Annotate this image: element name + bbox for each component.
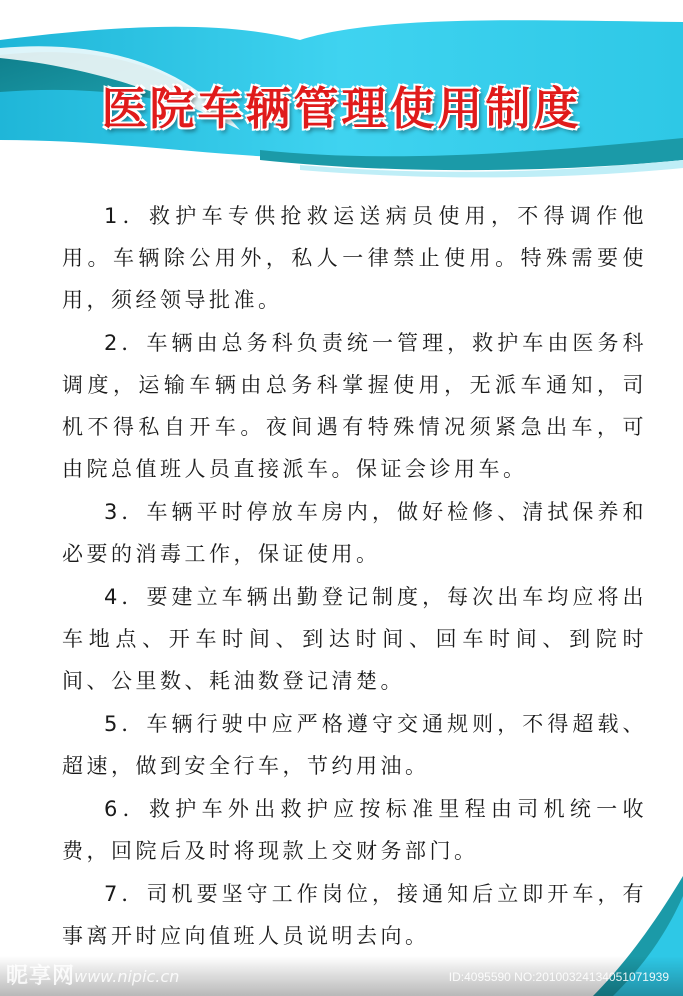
rule-item-6: 6．救护车外出救护应按标准里程由司机统一收费，回院后及时将现款上交财务部门。	[62, 797, 647, 863]
watermark-bar	[0, 956, 683, 996]
watermark-id: ID:4095590 NO:20100324134051071939	[448, 970, 669, 984]
rule-item-7: 7．司机要坚守工作岗位，接通知后立即开车，有事离开时应向值班人员说明去向。	[62, 882, 647, 948]
rule-item-2: 2．车辆由总务科负责统一管理，救护车由医务科调度，运输车辆由总务科掌握使用，无派车通知，司机不得私自开车。夜间遇有特殊情况须紧急出车，可由院总值班人员直接派车。保证会诊用车。	[62, 331, 647, 481]
rule-item-5: 5．车辆行驶中应严格遵守交通规则，不得超载、超速，做到安全行车，节约用油。	[62, 712, 647, 778]
rule-item-3: 3．车辆平时停放车房内，做好检修、清拭保养和必要的消毒工作，保证使用。	[62, 500, 647, 566]
watermark-url: www.nipic.cn	[74, 967, 180, 986]
watermark-logo: 昵享网	[6, 964, 76, 989]
rules-list	[62, 195, 647, 958]
rule-item-1: 1．救护车专供抢救运送病员使用，不得调作他用。车辆除公用外，私人一律禁止使用。特殊需要使用，须经领导批准。	[62, 204, 647, 312]
rule-item-4: 4．要建立车辆出勤登记制度，每次出车均应将出车地点、开车时间、到达时间、回车时间、到院时间、公里数、耗油数登记清楚。	[62, 585, 647, 693]
page-title: 医院车辆管理使用制度	[101, 82, 582, 135]
